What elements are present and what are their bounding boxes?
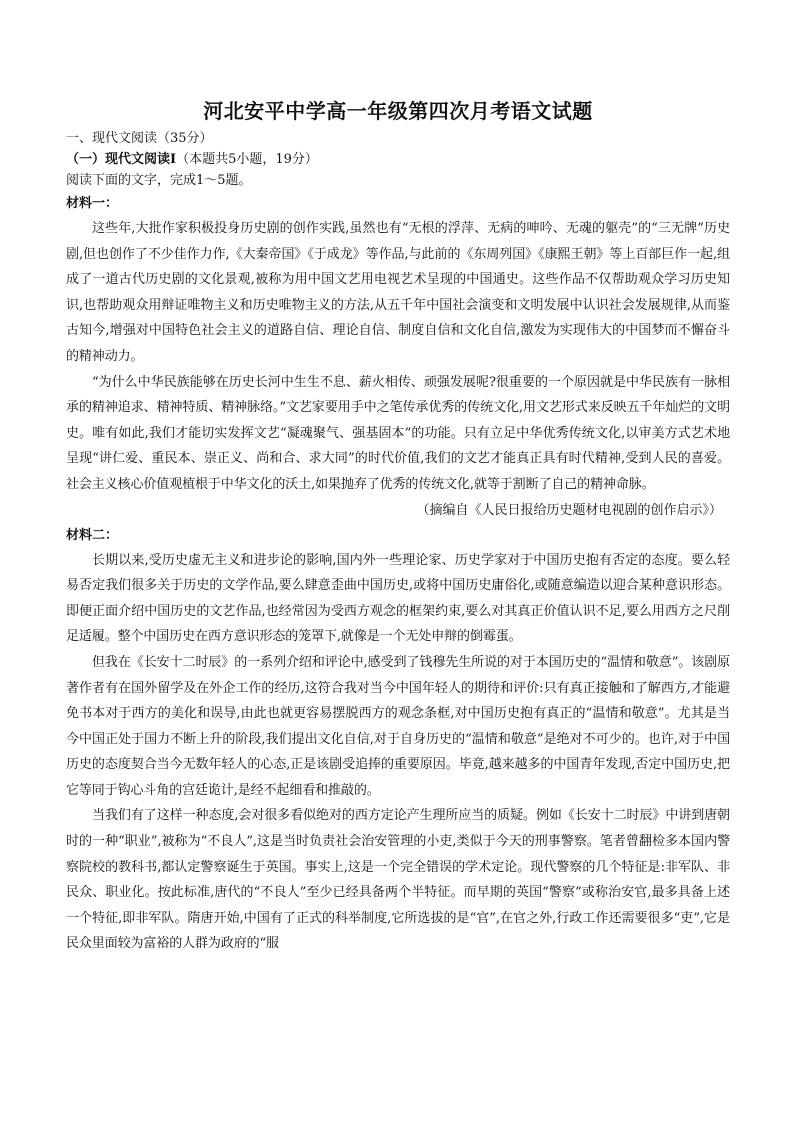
material-2-paragraph: 当我们有了这样一种态度,会对很多看似绝对的西方定论产生理所应当的质疑。例如《长安十二时辰》中讲到唐朝时的一种“职业”,被称为“不良人”,这是当时负责社会治安管理的小吏,类似于今天的刑事警察。笔者曾翻检多本国内警察院校的教科书,都认定警察诞生于英国。事实上,这是一个完全错误的学术定论。现代警察的几个特征是:非军队、非民众、职业化。按此标准,唐代的“不良人”至少已经具备两个半特征。而早期的英国“警察”或称治安官,最多具备上述一个特征,即非军队。隋唐开始,中国有了正式的科举制度,它所选拔的是“官”,在官之外,行政工作还需要很多“吏”,它是民众里面较为富裕的人群为政府的“服	[66, 808, 730, 952]
material-2-paragraph: 长期以来,受历史虚无主义和进步论的影响,国内外一些理论家、历史学家对于中国历史抱有否定的态度。要么轻易否定我们很多关于历史的文学作品,要么肆意歪曲中国历史,或将中国历史庸俗化,或随意编造以迎合某种意识形态。即便正面介绍中国历史的文艺作品,也经常因为受西方观念的框架约束,要么对其真正价值认识不足,要么用西方之尺削足适履。整个中国历史在西方意识形态的笼罩下,就像是一个无处申辩的倒霉蛋。	[66, 552, 730, 645]
subsection-label: （一）现代文阅读Ⅰ	[66, 152, 177, 167]
subsection-heading	[66, 149, 730, 170]
exam-title: 河北安平中学高一年级第四次月考语文试题	[203, 99, 593, 123]
material-2-label: 材料二：	[66, 527, 119, 543]
reading-instruction: 阅读下面的文字，完成1～5题。	[66, 173, 252, 188]
material-1-paragraph: “为什么中华民族能够在历史长河中生生不息、薪火相传、顽强发展呢?很重要的一个原因就是中华民族有一脉相承的精神追求、精神特质、精神脉络。”文艺家要用手中之笔传承优秀的传统文化,用文艺形式来反映五千年灿烂的文明史。唯有如此,我们才能切实发挥文艺“凝魂聚气、强基固本”的功能。只有立足中华优秀传统文化,以审美方式艺术地呈现“讲仁爱、重民本、崇正义、尚和合、求大同”的时代价值,我们的文艺才能真正具有时代精神,受到人民的喜爱。社会主义核心价值观植根于中华文化的沃土,如果抛弃了优秀的传统文化,就等于割断了自己的精神命脉。	[66, 374, 730, 492]
subsection-score: （本题共5小题，19分）	[176, 152, 318, 167]
material-2-paragraph: 但我在《长安十二时辰》的一系列介绍和评论中,感受到了钱穆先生所说的对于本国历史的“温情和敬意”。该剧原著作者有在国外留学及在外企工作的经历,这符合我对当今中国年轻人的期待和评价:只有真正接触和了解西方,才能避免书本对于西方的美化和误导,由此也就更容易摆脱西方的观念条框,对中国历史抱有真正的“温情和敬意”。尤其是当今中国正处于国力不断上升的阶段,我们提出文化自信,对于自身历史的“温情和敬意”是绝对不可少的。也许,对于中国历史的态度契合当今无数年轻人的心态,正是该剧受追捧的重要原因。毕竟,越来越多的中国青年发现,否定中国历史,把它等同于钩心斗角的宫廷诡计,是经不起细看和推敲的。	[66, 654, 730, 798]
section-heading: 一、现代文阅读（35分）	[66, 131, 213, 146]
exam-page	[66, 98, 730, 957]
material-1-source: （摘编自《人民日报给历史题材电视剧的创作启示》）	[416, 502, 722, 518]
material-1-label: 材料一：	[66, 196, 119, 211]
material-1-paragraph: 这些年,大批作家积极投身历史剧的创作实践,虽然也有“无根的浮萍、无病的呻吟、无魂的躯壳”的“三无牌”历史剧,但也创作了不少佳作力作,《大秦帝国》《于成龙》等作品,与此前的《东周列国》《康熙王朝》等上百部巨作一起,组成了一道古代历史剧的文化景观,被称为用中国文艺用电视艺术呈现的中国通史。这些作品不仅帮助观众学习历史知识,也帮助观众用辩证唯物主义和历史唯物主义的方法,从五千年中国社会演变和文明发展中认识社会发展规律,从而鉴古知今,增强对中国特色社会主义的道路自信、理论自信、制度自信和文化自信,激发为实现伟大的中国梦而不懈奋斗的精神动力。	[66, 221, 730, 364]
